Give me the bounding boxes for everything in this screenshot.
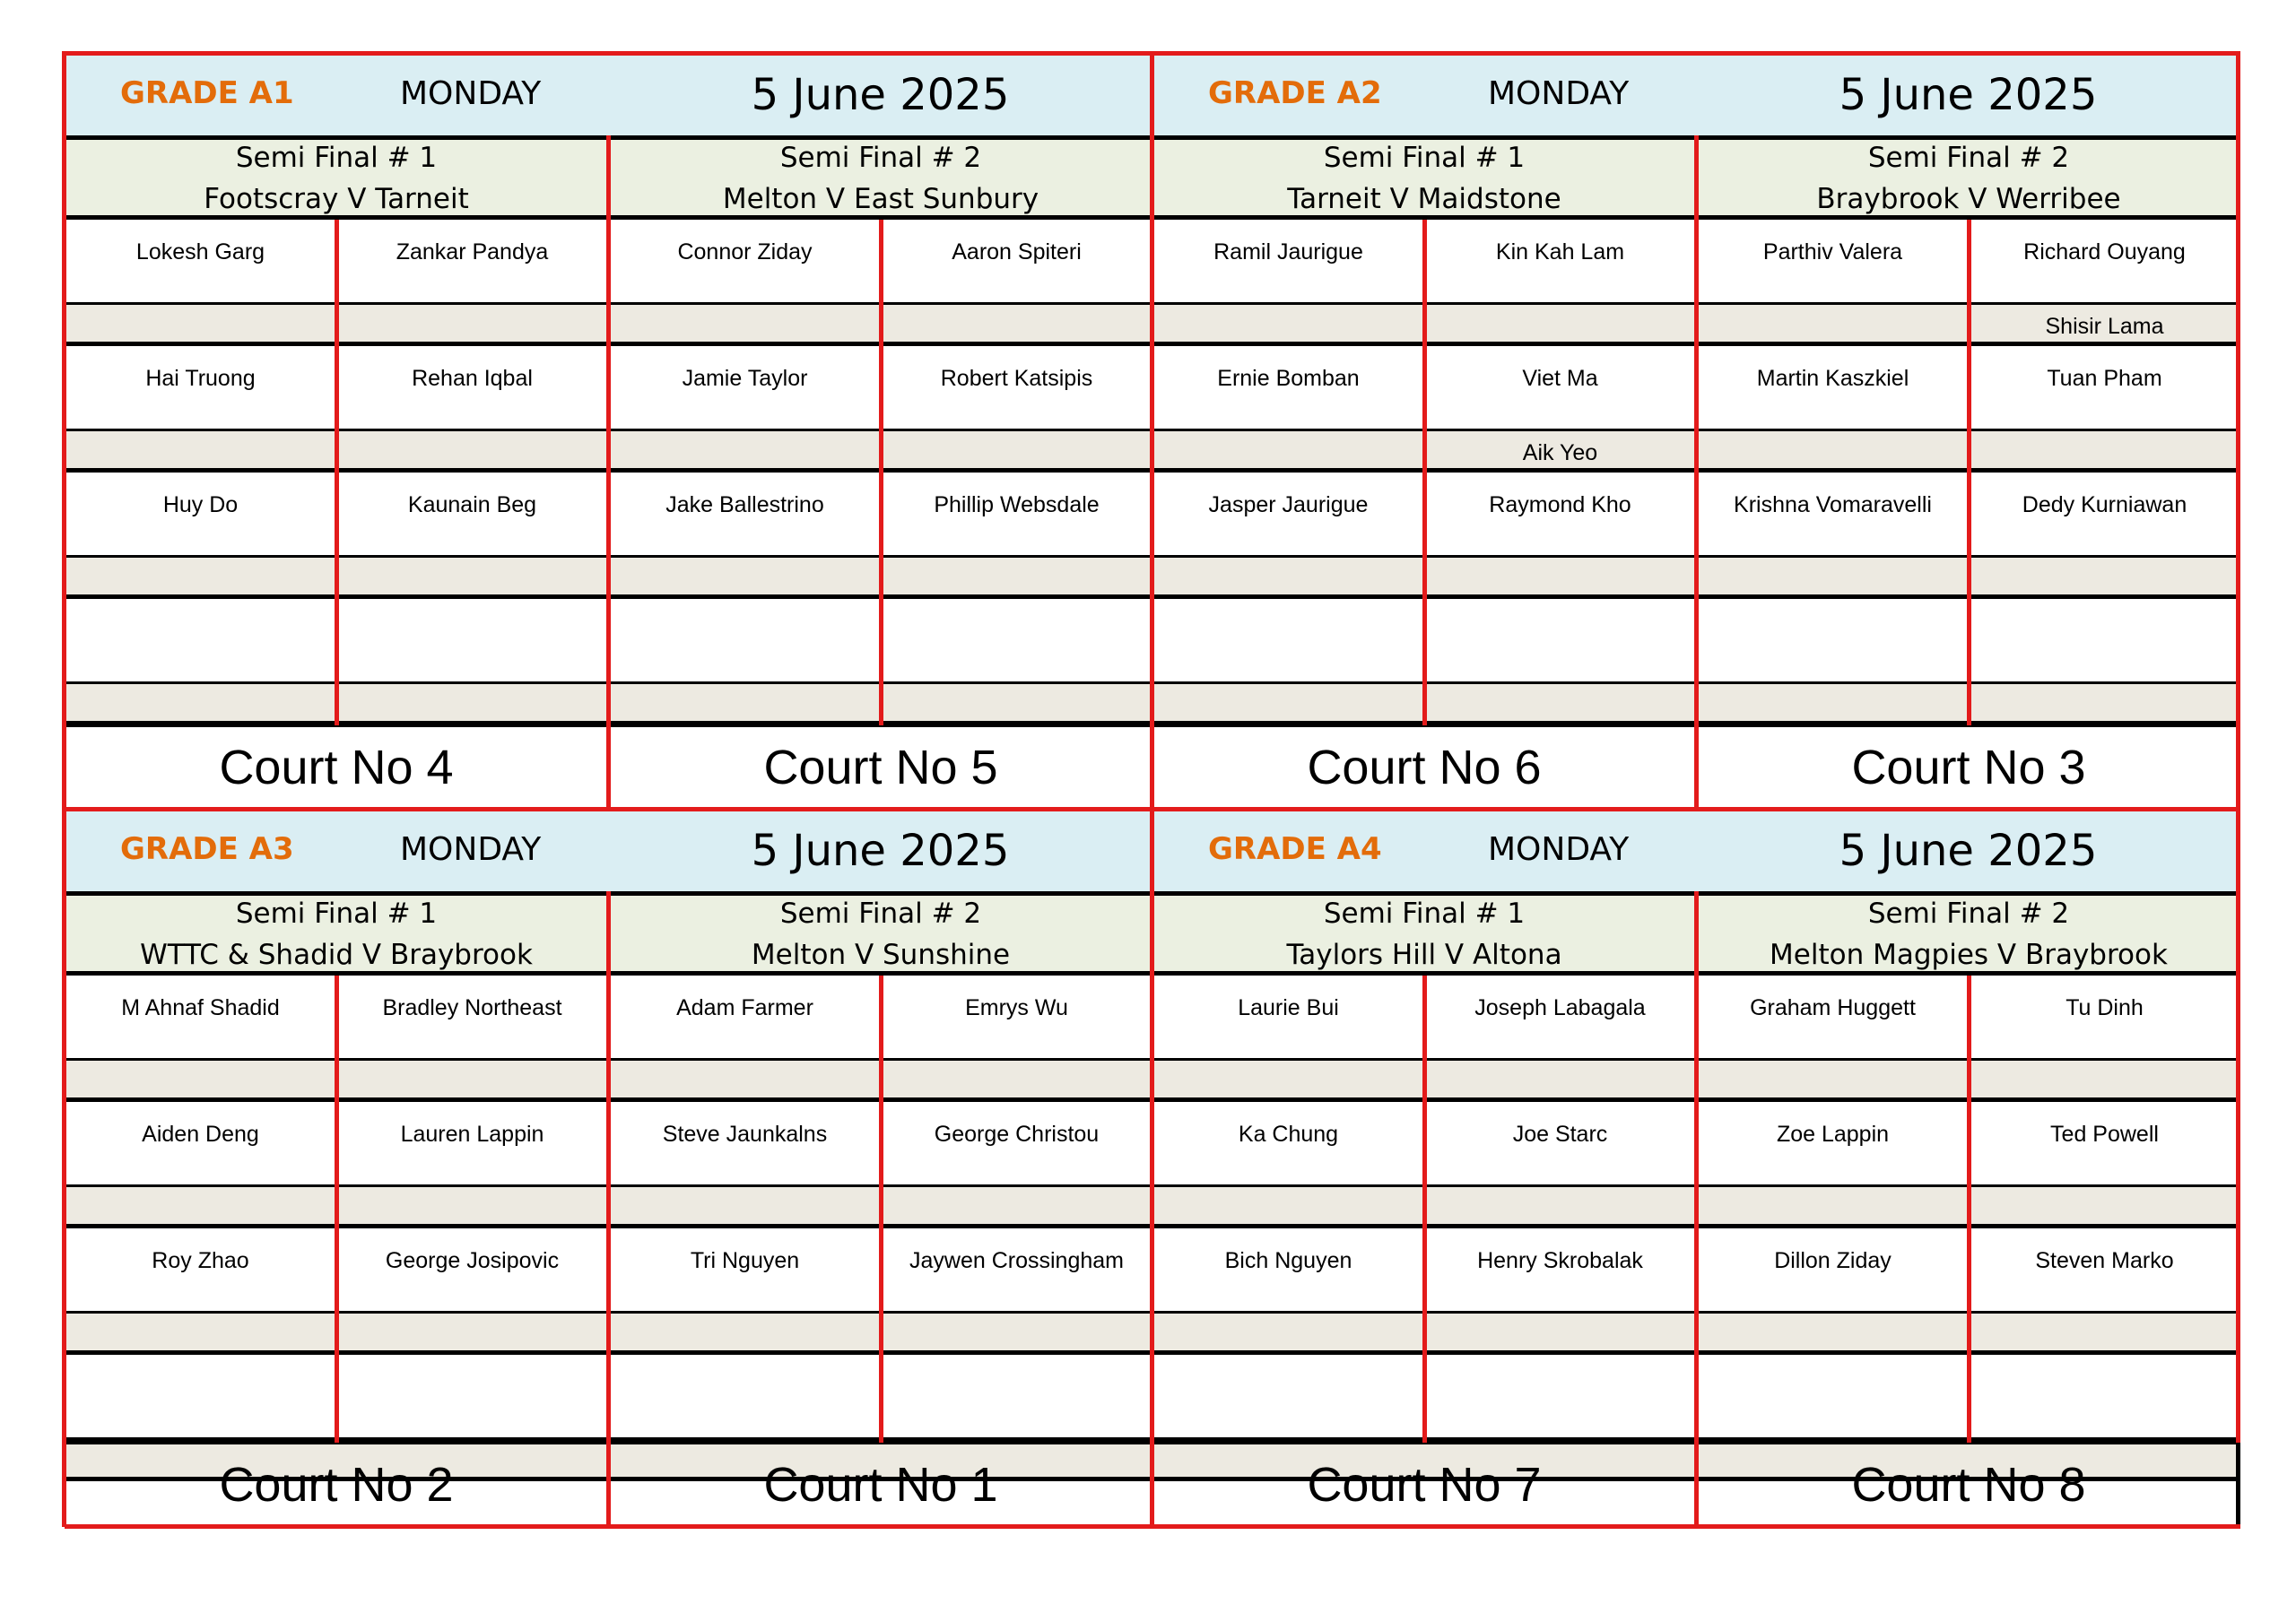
player-name: Dillon Ziday [1774,1248,1892,1273]
bottom-section [65,807,2240,1524]
semi-final-title: Semi Final # 2 [1867,142,2070,174]
player-name: Graham Huggett [1750,995,1916,1020]
player-name: Lokesh Garg [135,239,265,265]
player-name: Hai Truong [145,366,256,391]
player-name: Tri Nguyen [690,1248,800,1273]
column-divider [335,976,339,1443]
column-divider [335,220,339,725]
player-name: Rehan Iqbal [412,366,533,391]
player-name: Tuan Pham [2047,366,2162,391]
outer-border-left [62,807,66,1527]
player-name: Adam Farmer [676,995,813,1020]
player-name: Dedy Kurniawan [2022,492,2187,517]
match-teams: Tarneit V Maidstone [1287,183,1561,215]
player-name: Aaron Spiteri [952,239,1082,265]
semi-final-title: Semi Final # 2 [1867,898,2070,930]
day-label: MONDAY [1488,831,1630,868]
match-teams: Melton V East Sunbury [722,183,1039,215]
grade-header [65,51,1152,135]
player-name: Ramil Jaurigue [1213,239,1363,265]
match-teams: Melton Magpies V Braybrook [1770,939,2168,971]
semi-final-title: Semi Final # 1 [235,142,438,174]
semi-final-header [609,891,1152,976]
player-name: George Christou [934,1122,1100,1147]
player-name: Aiden Deng [142,1122,259,1147]
column-divider [1422,220,1427,725]
draw-sheet [65,51,2240,1524]
player-name: Ted Powell [2050,1122,2159,1147]
grade-header [1152,51,2240,135]
outer-border-left [62,51,66,810]
player-name: Laurie Bui [1238,995,1339,1020]
player-name: Zankar Pandya [396,239,549,265]
semi-final-header [1152,135,1696,220]
grade-label: GRADE A4 [1208,831,1382,867]
player-name: Joe Starc [1512,1122,1608,1147]
player-name: Steven Marko [2035,1248,2174,1273]
match-teams: Braybrook V Werribee [1816,183,2121,215]
semi-final-title: Semi Final # 2 [779,142,982,174]
player-name: Emrys Wu [965,995,1068,1020]
match-divider [606,891,611,1527]
grade-label: GRADE A2 [1208,75,1382,111]
column-divider [1967,976,1971,1443]
player-name: Krishna Vomaravelli [1734,492,1932,517]
match-divider [1694,135,1699,810]
player-name: M Ahnaf Shadid [121,995,280,1020]
semi-final-header [1152,891,1696,976]
player-name: Tu Dinh [2066,995,2144,1020]
player-name: Viet Ma [1522,366,1598,391]
player-name: Zoe Lappin [1776,1122,1890,1147]
player-name: Kaunain Beg [407,492,537,517]
grade-header [1152,807,2240,891]
court-number: Court No 7 [1307,1458,1542,1512]
outer-border-right-lower [2236,1443,2240,1527]
outer-border-right [2236,51,2240,810]
player-name: Ka Chung [1238,1122,1339,1147]
court-number: Court No 5 [763,741,998,794]
match-teams: Taylors Hill V Altona [1286,939,1562,971]
player-name: Robert Katsipis [940,366,1093,391]
grade-label: GRADE A1 [120,75,294,111]
player-name: Phillip Websdale [934,492,1100,517]
panel-divider [1150,51,1154,810]
date-label: 5 June 2025 [1839,70,2098,120]
substitute-name: Aik Yeo [1522,440,1598,465]
semi-final-title: Semi Final # 2 [779,898,982,930]
column-divider [1967,220,1971,725]
match-divider [606,135,611,810]
match-teams: Footscray V Tarneit [204,183,469,215]
player-name: Martin Kaszkiel [1756,366,1909,391]
outer-border-right [2236,807,2240,1443]
player-name: Richard Ouyang [2023,239,2186,265]
player-name: Parthiv Valera [1762,239,1903,265]
semi-final-header [65,891,608,976]
court-number: Court No 1 [763,1458,998,1512]
grade-label: GRADE A3 [120,831,294,867]
bottom-border [65,1524,2240,1529]
column-divider [879,976,883,1443]
player-name: Jasper Jaurigue [1208,492,1369,517]
player-name: Joseph Labagala [1474,995,1646,1020]
player-name: Kin Kah Lam [1495,239,1625,265]
player-name: Bradley Northeast [382,995,562,1020]
day-label: MONDAY [400,831,542,868]
substitute-name: Shisir Lama [2045,314,2164,339]
semi-final-header [1697,891,2240,976]
semi-final-header [609,135,1152,220]
court-number: Court No 6 [1307,741,1542,794]
player-name: Bich Nguyen [1224,1248,1352,1273]
player-name: Roy Zhao [152,1248,249,1273]
top-section [65,51,2240,807]
grade-header [65,807,1152,891]
player-name: Raymond Kho [1489,492,1631,517]
court-number: Court No 4 [219,741,454,794]
player-name: George Josipovic [385,1248,560,1273]
match-teams: WTTC & Shadid V Braybrook [140,939,533,971]
player-name: Lauren Lappin [400,1122,544,1147]
semi-final-title: Semi Final # 1 [1323,898,1526,930]
court-number: Court No 8 [1851,1458,2086,1512]
player-name: Connor Ziday [677,239,813,265]
semi-final-header [1697,135,2240,220]
day-label: MONDAY [1488,75,1630,112]
semi-final-title: Semi Final # 1 [1323,142,1526,174]
player-name: Steve Jaunkalns [662,1122,828,1147]
date-label: 5 June 2025 [751,826,1010,876]
player-name: Henry Skrobalak [1477,1248,1643,1273]
court-number: Court No 2 [219,1458,454,1512]
panel-divider [1150,807,1154,1527]
day-label: MONDAY [400,75,542,112]
player-name: Huy Do [162,492,239,517]
date-label: 5 June 2025 [751,70,1010,120]
player-name: Jake Ballestrino [665,492,824,517]
match-teams: Melton V Sunshine [751,939,1011,971]
player-name: Jamie Taylor [682,366,808,391]
player-name: Jaywen Crossingham [909,1248,1124,1273]
semi-final-header [65,135,608,220]
player-name: Ernie Bomban [1217,366,1360,391]
column-divider [879,220,883,725]
match-divider [1694,891,1699,1527]
semi-final-title: Semi Final # 1 [235,898,438,930]
court-number: Court No 3 [1851,741,2086,794]
date-label: 5 June 2025 [1839,826,2098,876]
column-divider [1422,976,1427,1443]
